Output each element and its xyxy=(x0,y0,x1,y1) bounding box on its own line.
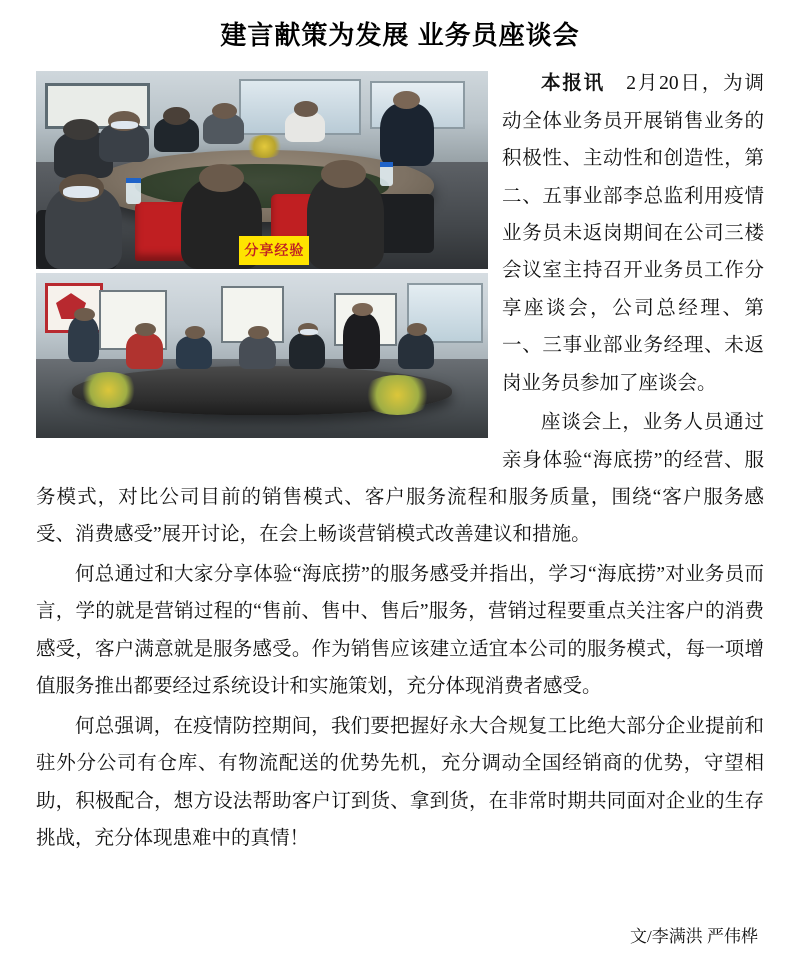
photo1-water-bottle xyxy=(126,182,140,204)
photo2-head xyxy=(135,323,155,336)
photo2-person xyxy=(126,333,162,369)
photo2-head xyxy=(74,308,94,321)
paragraph-text: 座谈会上，业务人员通过亲身体验“海底捞”的经营、服务模式，对比公司目前的销售模式、客户服务流程和服务质量，围绕“客户服务感受、消费感受”展开讨论，在会上畅谈营销模式改善建议和措施。 xyxy=(36,412,764,546)
photo1-face-mask xyxy=(111,121,138,129)
photo1-bottle-cap xyxy=(126,178,140,183)
photo1-flower xyxy=(244,135,285,159)
photo2-person xyxy=(176,336,212,369)
meeting-room-wide-photo xyxy=(36,273,488,438)
photo1-head xyxy=(393,91,420,109)
paragraph-4 xyxy=(36,708,764,858)
photo1-face-mask xyxy=(63,186,99,198)
photo2-flower-right xyxy=(361,375,433,415)
photo1-person-standing xyxy=(380,103,434,166)
photo1-head xyxy=(294,101,319,117)
photo1-head xyxy=(212,103,237,119)
byline: 文/李满洪 严伟桦 xyxy=(630,927,758,946)
paragraph-text: 何总通过和大家分享体验“海底捞”的服务感受并指出，学习“海底捞”对业务员而言，学的就是营销过程的“售前、售中、售后”服务，营销过程要重点关注客户的消费感受，客户满意就是服务感受。作为销售应该建立适宜本公司的服务模式，每一项增值服务推出都要经过系统设计和实施策划，充分体现消费者感受。 xyxy=(36,563,764,698)
photo-caption-tag: 分享经验 xyxy=(239,236,309,265)
photo1-head xyxy=(199,164,244,192)
page-title: 建言献策为发展 业务员座谈会 xyxy=(220,20,580,50)
lead-label: 本报讯 xyxy=(541,73,605,95)
photo1-bottle-cap xyxy=(380,162,394,166)
photo2-head xyxy=(248,326,268,339)
photo2-face-mask xyxy=(300,329,318,335)
meeting-round-table-photo xyxy=(36,71,488,269)
photo1-water-bottle xyxy=(380,166,394,186)
photo1-person-foreground xyxy=(307,174,384,269)
photo2-head xyxy=(352,303,372,316)
photo1-head xyxy=(163,107,190,125)
paragraph-text: 何总强调，在疫情防控期间，我们要把握好永大合规复工比绝大部分企业提前和驻外分公司有仓库、有物流配送的优势先机，充分调动全国经销商的优势，守望相助，积极配合，想方设法帮助客户订到货、拿到货，在非常时期共同面对企业的生存挑战，充分体现患难中的真情！ xyxy=(36,715,764,849)
photo2-person xyxy=(398,333,434,369)
photo2-head xyxy=(407,323,427,336)
photo2-person-standing xyxy=(68,316,100,362)
photo2-person xyxy=(239,336,275,369)
photo2-person xyxy=(289,333,325,369)
article-body xyxy=(36,65,764,857)
paragraph-3 xyxy=(36,556,764,706)
figure-group xyxy=(36,71,488,438)
photo1-head xyxy=(321,160,366,188)
paragraph-text: 2月20日，为调动全体业务员开展销售业务的积极性、主动性和创造性，第二、五事业部李总监利用疫情业务员未返岗期间在公司三楼会议室主持召开业务员工作分享座谈会，公司总经理、第一、三事业部业务经理、未返岗业务员参加了座谈会。 xyxy=(502,73,764,394)
photo2-person-standing xyxy=(343,313,379,369)
